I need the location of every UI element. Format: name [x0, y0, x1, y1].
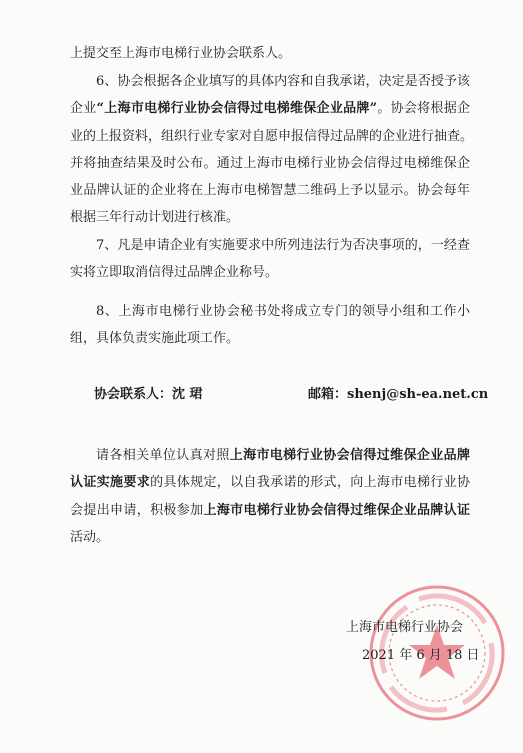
- signature-date: 2021 年 6 月 18 日: [362, 648, 480, 663]
- requirement-emphasis: 认证实施要求: [70, 475, 151, 491]
- text-segment: 。协会将根据企: [377, 101, 470, 117]
- text-line: 活动。: [70, 529, 110, 545]
- text-line: 实将立即取消信得过品牌企业称号。: [70, 265, 279, 281]
- closing-paragraph: [70, 442, 470, 551]
- text-line: 8、上海市电梯行业协会秘书处将成立专门的领导小组和工作小: [96, 304, 470, 319]
- paragraph-6: [70, 68, 474, 232]
- paragraph-7: [70, 232, 470, 287]
- text-line: 根据三年行动计划进行核准。: [70, 210, 240, 226]
- signature-organization: 上海市电梯行业协会: [346, 620, 464, 635]
- text-segment: 企业: [70, 101, 97, 117]
- text-line: 上提交至上海市电梯行业协会联系人。: [70, 46, 292, 61]
- text-line: 组，具体负责实施此项工作。: [70, 331, 240, 347]
- contact-person: 协会联系人：沈 珺: [94, 387, 203, 402]
- text-line: 并将抽查结果及时公布。通过上海市电梯行业协会信得过电梯维保企: [70, 155, 470, 171]
- text-segment: 请各相关单位认真对照: [96, 448, 230, 463]
- text-line: [70, 469, 470, 496]
- paragraph-continued: [70, 40, 470, 67]
- text-line: 业品牌认证的企业将在上海市电梯智慧二维码上予以显示。协会每年: [70, 183, 470, 199]
- text-line: [70, 442, 470, 469]
- text-segment: 的具体规定，以自我承诺的形式，向上海市电梯行业协: [150, 475, 470, 491]
- text-segment: 会提出申请，积极参加: [70, 502, 204, 518]
- brand-name-emphasis: “上海市电梯行业协会信得过电梯维保企业品牌”: [96, 101, 378, 117]
- text-line: [70, 497, 470, 524]
- contact-email: 邮箱：shenj@sh-ea.net.cn: [308, 387, 489, 402]
- text-line: 6、协会根据各企业填写的具体内容和自我承诺，决定是否授予该: [96, 74, 470, 89]
- text-line: [70, 95, 470, 122]
- text-line: 业的上报资料，组织行业专家对自愿申报信得过品牌的企业进行抽查。: [70, 128, 474, 144]
- brand-name-emphasis: 上海市电梯行业协会信得过维保企业品牌认证: [203, 502, 470, 518]
- paragraph-8: [70, 298, 470, 353]
- text-line: 7、凡是申请企业有实施要求中所列违法行为否决事项的，一经查: [96, 238, 470, 253]
- brand-name-emphasis: 上海市电梯行业协会信得过维保企业品牌: [229, 448, 470, 463]
